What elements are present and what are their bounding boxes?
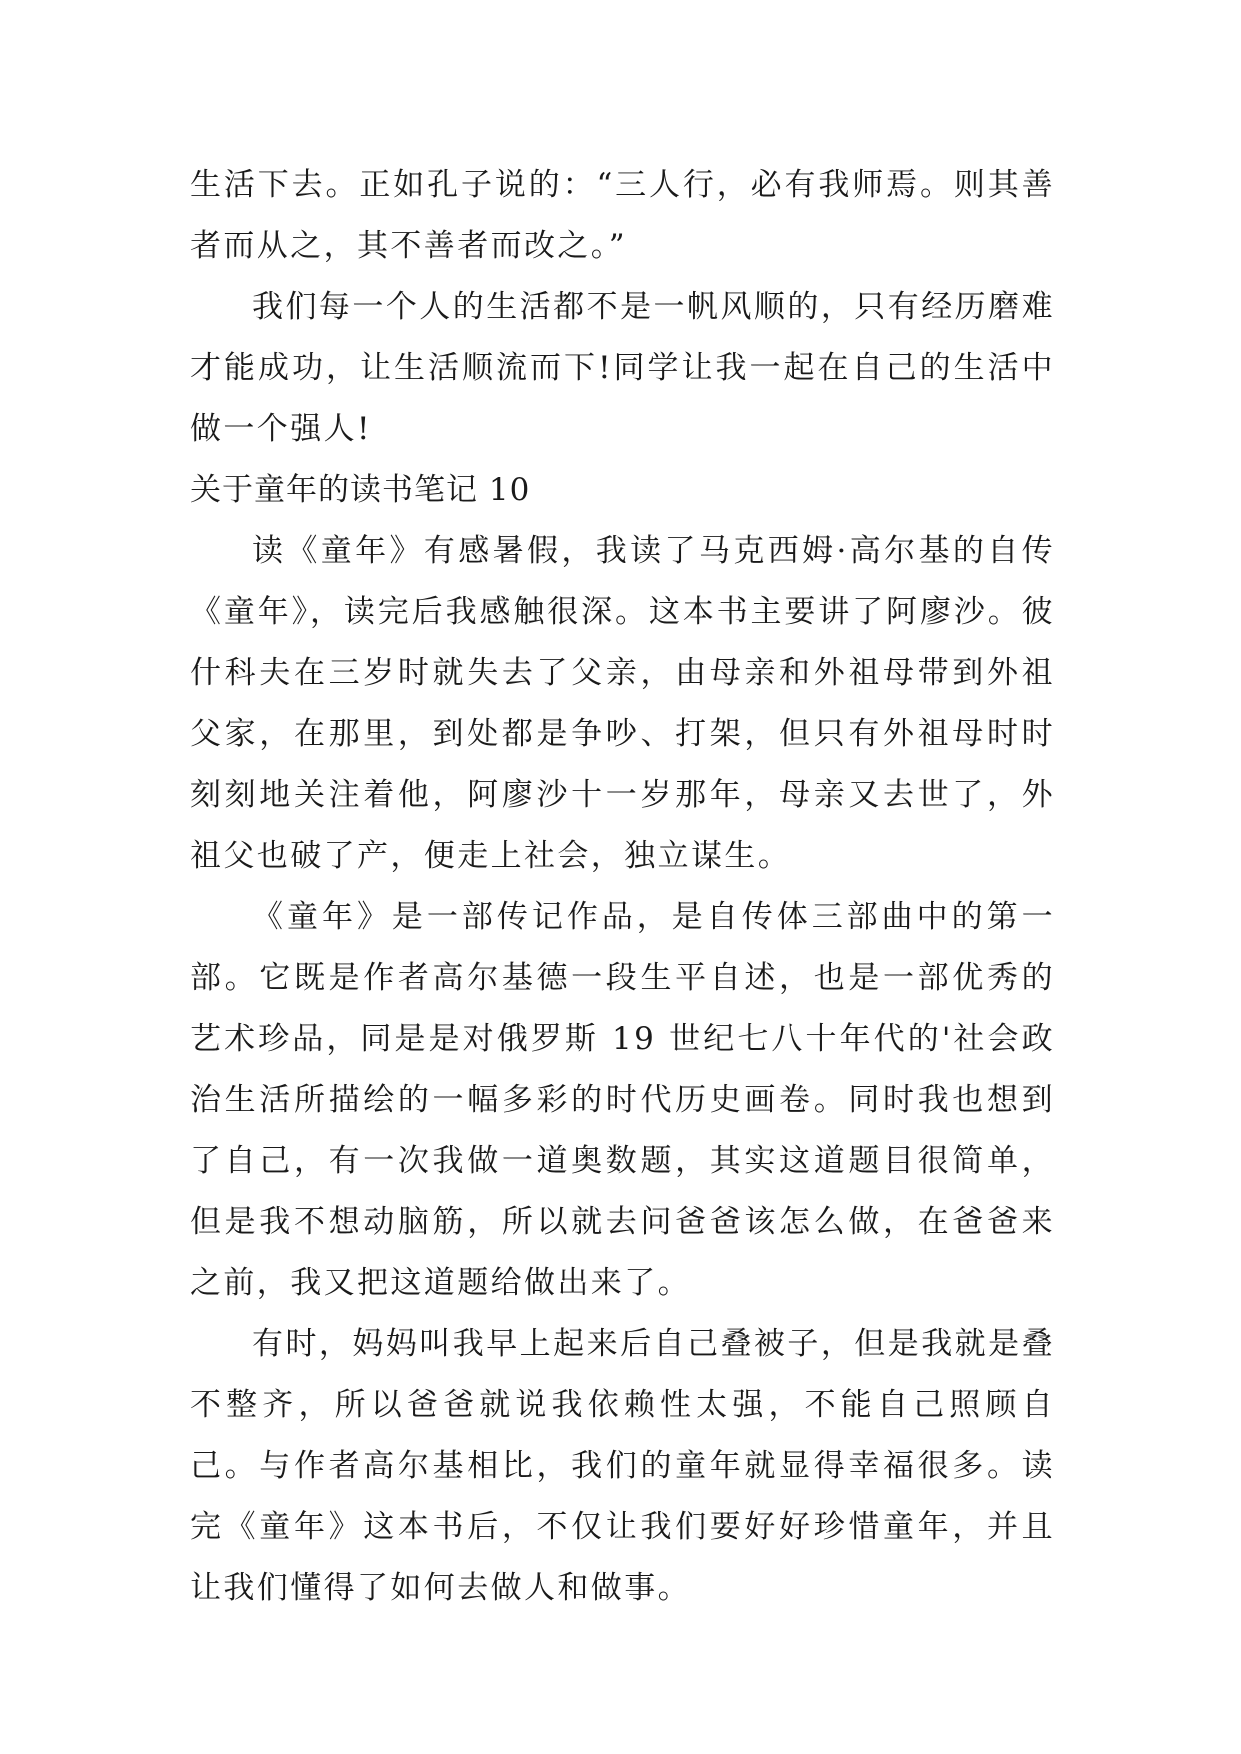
paragraph-reflection: 《童年》是一部传记作品，是自传体三部曲中的第一部。它既是作者高尔基德一段生平自述，也是一部优秀的艺术珍品，同是是对俄罗斯 19 世纪七八十年代的'社会政治生活所描绘的一幅多彩的时代历史画卷。同时我也想到了自己，有一次我做一道奥数题，其实这道题目很简单，但是我不想动脑筋，所以就去问爸爸该怎么做，在爸爸来之前，我又把这道题给做出来了。	[190, 899, 1055, 1301]
paragraph-closing: 有时，妈妈叫我早上起来后自己叠被子，但是我就是叠不整齐，所以爸爸就说我依赖性太强，不能自己照顾自己。与作者高尔基相比，我们的童年就显得幸福很多。读完《童年》这本书后，不仅让我们要好好珍惜童年，并且让我们懂得了如何去做人和做事。	[190, 1326, 1055, 1606]
section-heading: 关于童年的读书笔记 10	[190, 472, 531, 508]
paragraph-conclusion: 我们每一个人的生活都不是一帆风顺的，只有经历磨难才能成功，让生活顺流而下!同学让我一起在自己的生活中做一个强人!	[190, 289, 1055, 447]
paragraph-continuation: 生活下去。正如孔子说的：“三人行，必有我师焉。则其善者而从之，其不善者而改之。”	[190, 167, 1055, 264]
document-body	[190, 155, 1055, 1619]
paragraph-summary: 读《童年》有感暑假，我读了马克西姆·高尔基的自传《童年》，读完后我感触很深。这本书主要讲了阿廖沙。彼什科夫在三岁时就失去了父亲，由母亲和外祖母带到外祖父家，在那里，到处都是争吵、打架，但只有外祖母时时刻刻地关注着他，阿廖沙十一岁那年，母亲又去世了，外祖父也破了产，便走上社会，独立谋生。	[190, 533, 1055, 874]
